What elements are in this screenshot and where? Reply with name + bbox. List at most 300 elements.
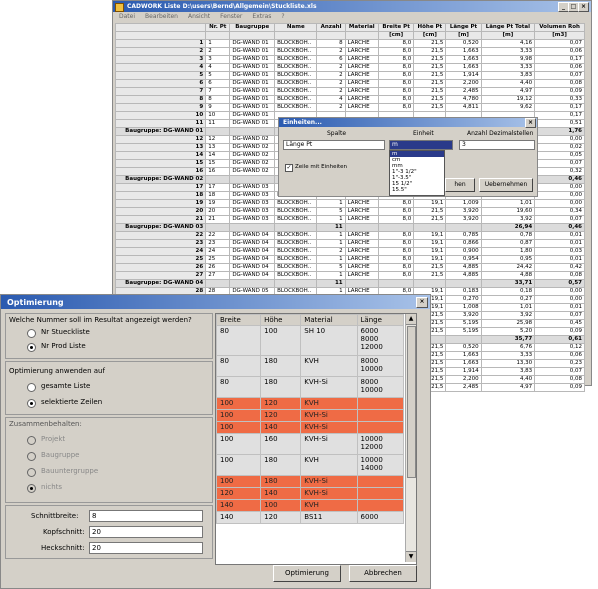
table-cell: 24,42 [481,264,535,272]
table-cell: 8 [206,96,230,104]
group-total-row[interactable] [116,280,585,288]
table-cell: LÄRCHE [345,216,378,224]
material-cell [357,500,403,512]
radio-selektierte-zeilen[interactable] [27,399,36,408]
table-cell: 21,5 [414,376,446,384]
material-header-row [217,315,404,326]
table-row[interactable] [116,248,585,256]
table-cell: 3,83 [481,368,535,376]
table-row[interactable] [116,200,585,208]
table-cell: 0,78 [481,232,535,240]
table-cell: DG-WAND 01 [230,120,275,128]
table-cell [206,280,230,288]
table-cell: 8,0 [379,208,414,216]
close-button[interactable]: × [578,2,589,12]
units-checkbox[interactable]: ✓ [286,164,292,171]
highlighted-material-row[interactable] [217,500,404,512]
table-cell [206,128,230,136]
table-cell: 5 [206,72,230,80]
column-header[interactable]: Material [345,24,378,32]
radio-nichts[interactable] [27,484,36,493]
table-cell: 1,914 [446,72,481,80]
table-cell: 0,03 [535,248,585,256]
table-cell: 3,92 [481,216,535,224]
table-cell: 26,94 [481,224,535,232]
scroll-down-icon[interactable]: ▼ [406,551,416,562]
table-cell: 1,914 [446,368,481,376]
table-cell: 10 [116,112,206,120]
table-cell: 0,00 [535,184,585,192]
table-cell: 19,1 [414,240,446,248]
table-cell: 19,1 [414,232,446,240]
material-cell: 100 [261,500,301,512]
unit-cell: [m] [446,32,481,40]
table-cell [230,128,275,136]
material-column-header[interactable]: Länge [357,315,403,326]
table-cell: 1,663 [446,56,481,64]
table-cell: LÄRCHE [345,80,378,88]
table-cell: 16 [206,168,230,176]
column-header[interactable]: Baugruppe [230,24,275,32]
material-cell: 140 [217,512,261,524]
table-cell: 1,663 [446,360,481,368]
table-cell: 8,0 [379,88,414,96]
number-question: Welche Nummer soll im Resultat angezeigt werden? [9,316,192,324]
radio-projekt[interactable] [27,436,36,445]
table-cell [414,280,446,288]
table-cell: Baugruppe: DG-WAND 04 [116,280,206,288]
table-cell: 21 [206,216,230,224]
table-cell: 19 [206,200,230,208]
table-cell: 21,5 [414,320,446,328]
table-cell: 9,62 [481,104,535,112]
table-cell: 20 [206,208,230,216]
unit-option[interactable]: mm [392,163,403,169]
material-cell: 120 [261,398,301,410]
table-cell: 4 [116,64,206,72]
table-cell: 0,08 [535,272,585,280]
table-cell: LÄRCHE [345,240,378,248]
material-cell: 80 [217,356,261,377]
table-cell: BLOCKBOH.. [275,72,317,80]
material-cell [357,422,403,434]
table-cell: 0,46 [535,176,585,184]
menu-help[interactable]: ? [281,13,285,20]
table-cell: 4,97 [481,384,535,392]
material-cell: 100 [217,422,261,434]
table-cell: 1 [317,216,345,224]
einheiten-titlebar [279,118,537,127]
table-cell: 25 [116,256,206,264]
units-checkbox-label: Zeile mit Einheiten [295,164,348,170]
material-cell: KVH [301,455,357,476]
table-row[interactable] [116,64,585,72]
table-cell: 0,00 [535,296,585,304]
table-cell: 17 [206,184,230,192]
table-row[interactable] [116,88,585,96]
table-cell: 21,5 [414,384,446,392]
table-cell [275,280,317,288]
table-cell: 1,009 [446,200,481,208]
table-row[interactable] [116,104,585,112]
unit-option[interactable]: 15 1/2" [392,181,413,187]
table-row[interactable] [116,72,585,80]
table-cell: DG-WAND 04 [230,232,275,240]
material-row[interactable] [217,326,404,356]
table-cell: 8,0 [379,288,414,296]
table-cell: Baugruppe: DG-WAND 02 [116,176,206,184]
table-cell: 21,5 [414,96,446,104]
table-cell: 3,83 [481,72,535,80]
table-cell: 11 [317,224,345,232]
highlighted-material-row[interactable] [217,488,404,500]
table-row[interactable] [116,40,585,48]
table-cell: 0,51 [535,120,585,128]
table-cell: 8 [317,40,345,48]
table-cell: 21,5 [414,360,446,368]
table-cell: 8,0 [379,64,414,72]
radio-nr-stueckliste-label: Nr Stueckliste [41,328,90,336]
unit-option[interactable]: 1"-3.5" [392,175,412,181]
table-cell: 4,885 [446,264,481,272]
table-cell: 4,780 [446,96,481,104]
table-cell: 0,18 [481,288,535,296]
einheiten-dialog [278,117,538,197]
table-cell: 1,663 [446,64,481,72]
table-cell: DG-WAND 01 [230,112,275,120]
material-table [216,314,404,524]
table-cell: 3,33 [481,352,535,360]
kopfschnitt-input[interactable]: 20 [89,526,203,538]
table-cell: 8,0 [379,104,414,112]
unit-cell [275,32,317,40]
column-header[interactable]: Länge Pt [446,24,481,32]
material-row[interactable] [217,455,404,476]
unit-option[interactable]: 15.5" [392,187,407,193]
abbrechen-button[interactable]: Abbrechen [349,565,417,582]
material-cell: 140 [261,422,301,434]
table-cell [379,280,414,288]
menu-ansicht[interactable]: Ansicht [187,13,211,20]
unit-option[interactable]: cm [392,157,401,163]
column-header[interactable] [116,24,206,32]
table-cell: DG-WAND 04 [230,240,275,248]
einheiten-close-button[interactable]: × [525,118,536,128]
table-row[interactable] [116,264,585,272]
table-cell: BLOCKBOH.. [275,264,317,272]
table-cell [446,280,481,288]
table-cell [275,224,317,232]
table-cell: Baugruppe: DG-WAND 01 [116,128,206,136]
table-cell: 17 [116,184,206,192]
einheit-dropdown-list[interactable] [389,150,445,196]
table-cell: 8,0 [379,80,414,88]
table-cell: LÄRCHE [345,288,378,296]
scroll-thumb[interactable] [407,326,416,478]
table-row[interactable] [116,256,585,264]
table-cell: 21 [116,216,206,224]
unit-cell [345,32,378,40]
table-cell: 0,45 [535,320,585,328]
table-cell: 18 [206,192,230,200]
table-cell: BLOCKBOH.. [275,248,317,256]
table-cell: BLOCKBOH.. [275,288,317,296]
table-cell: LÄRCHE [345,48,378,56]
column-header[interactable]: Breite Pt [379,24,414,32]
table-cell: 2 [317,248,345,256]
radio-nr-prod-liste[interactable] [27,343,36,352]
table-cell: 6 [206,80,230,88]
material-column-header[interactable]: Breite [217,315,261,326]
table-cell: 0,17 [535,104,585,112]
material-row[interactable] [217,356,404,377]
table-cell: 11 [116,120,206,128]
radio-gesamte-liste-label: gesamte Liste [41,382,91,390]
column-header[interactable]: Länge Pt Total [481,24,535,32]
table-cell: 0,27 [481,296,535,304]
highlighted-material-row[interactable] [217,410,404,422]
table-cell: 0,785 [446,232,481,240]
column-header[interactable]: Anzahl [317,24,345,32]
highlighted-material-row[interactable] [217,476,404,488]
table-cell: LÄRCHE [345,72,378,80]
table-cell: DG-WAND 04 [230,264,275,272]
table-cell: 12 [116,136,206,144]
column-header[interactable]: Nr. Pt [206,24,230,32]
keep-together-label: Zusammenbehalten: [9,420,82,428]
einheit-select[interactable]: m [389,140,453,150]
table-row[interactable] [116,80,585,88]
table-cell: BLOCKBOH.. [275,208,317,216]
table-cell: LÄRCHE [345,56,378,64]
spalte-header: Spalte [327,130,347,137]
table-cell: 6 [317,56,345,64]
table-cell: 0,42 [535,264,585,272]
table-cell: 7 [116,88,206,96]
optimierung-close-button[interactable]: × [416,297,428,308]
table-cell: 0,08 [535,376,585,384]
table-row[interactable] [116,48,585,56]
table-cell: DG-WAND 03 [230,200,275,208]
unit-option[interactable]: m [390,151,444,157]
table-cell: 0,46 [535,224,585,232]
material-cell: KVH [301,356,357,377]
table-cell: 21,5 [414,208,446,216]
table-cell: 13,30 [481,360,535,368]
material-column-header[interactable]: Höhe [261,315,301,326]
material-cell: 180 [261,377,301,398]
table-cell: 4 [206,64,230,72]
table-cell: 3,920 [446,208,481,216]
table-cell [206,176,230,184]
material-cell: 180 [261,356,301,377]
table-cell: 1 [317,288,345,296]
table-cell: DG-WAND 02 [230,136,275,144]
table-cell: 21,5 [414,64,446,72]
table-cell: DG-WAND 02 [230,160,275,168]
table-row[interactable] [116,96,585,104]
table-cell: 19,1 [414,288,446,296]
material-row[interactable] [217,377,404,398]
table-cell: 22 [116,232,206,240]
table-cell: 8,0 [379,264,414,272]
einheiten-apply-button[interactable]: Uebernehmen [479,178,533,192]
table-cell: 2,200 [446,80,481,88]
radio-gesamte-liste[interactable] [27,383,36,392]
table-cell: 3,920 [446,216,481,224]
material-cell: 6000 [357,512,403,524]
table-cell: 21,5 [414,264,446,272]
table-cell: 0,05 [535,152,585,160]
material-row[interactable] [217,434,404,455]
table-cell: 2,485 [446,88,481,96]
einheiten-title: Einheiten... [283,119,322,126]
radio-nr-stueckliste[interactable] [27,329,36,338]
material-cell [357,398,403,410]
table-cell: LÄRCHE [345,200,378,208]
table-cell: 11 [317,280,345,288]
table-cell: 4 [317,96,345,104]
column-header[interactable]: Höhe Pt [414,24,446,32]
minimize-button[interactable]: _ [558,2,569,12]
menu-bearbeiten[interactable]: Bearbeiten [145,13,178,20]
einheiten-ok-button[interactable]: hen [445,178,475,192]
table-row[interactable] [116,272,585,280]
table-cell: 7 [206,88,230,96]
table-cell: 8,0 [379,240,414,248]
menu-datei[interactable]: Datei [119,13,136,20]
menubar [113,12,591,21]
material-cell: KVH-Si [301,434,357,455]
material-cell: KVH-Si [301,410,357,422]
unit-cell: [m3] [535,32,585,40]
table-cell: 28 [206,288,230,296]
menu-extras[interactable]: Extras [252,13,272,20]
radio-baugruppe[interactable] [27,452,36,461]
table-cell: 22 [206,232,230,240]
table-cell: 0,57 [535,280,585,288]
optimierung-title: Optimierung [7,297,64,307]
table-cell: 1,663 [446,352,481,360]
highlighted-material-row[interactable] [217,422,404,434]
material-cell: 100 [261,326,301,356]
table-cell: 2 [206,48,230,56]
table-row[interactable] [116,208,585,216]
table-cell: BLOCKBOH.. [275,80,317,88]
group-total-row[interactable] [116,224,585,232]
material-cell: KVH-Si [301,476,357,488]
heckschnitt-label: Heckschnitt: [41,544,85,552]
table-row[interactable] [116,240,585,248]
menu-fenster[interactable]: Fenster [220,13,243,20]
spalte-select[interactable]: Länge Pt [283,140,385,150]
table-cell: 0,00 [535,288,585,296]
dezimal-input[interactable]: 3 [459,140,535,150]
table-cell: 2,485 [446,384,481,392]
table-cell: 8,0 [379,272,414,280]
table-cell: 0,02 [535,144,585,152]
table-cell: 21,5 [414,272,446,280]
radio-nr-prod-liste-label: Nr Prod Liste [41,342,86,350]
unit-cell [230,32,275,40]
table-cell: 0,900 [446,248,481,256]
table-cell: DG-WAND 02 [230,168,275,176]
table-cell: 23 [116,240,206,248]
table-cell: 8,0 [379,248,414,256]
table-cell: 1,76 [535,128,585,136]
heckschnitt-input[interactable]: 20 [89,542,203,554]
einheit-header: Einheit [413,130,434,137]
scroll-up-icon[interactable]: ▲ [406,314,416,325]
table-cell: LÄRCHE [345,64,378,72]
table-cell: 19,12 [481,96,535,104]
table-cell: 24 [116,248,206,256]
schnittbreite-input[interactable]: 8 [89,510,203,522]
table-cell: 18 [116,192,206,200]
table-cell: 0,07 [535,312,585,320]
table-cell: 0,01 [535,232,585,240]
table-cell: 21,5 [414,104,446,112]
table-cell: Baugruppe: DG-WAND 03 [116,224,206,232]
material-column-header[interactable]: Material [301,315,357,326]
table-cell: 13 [116,144,206,152]
table-cell: 3,33 [481,64,535,72]
table-cell: 5 [116,72,206,80]
table-row[interactable] [116,232,585,240]
keep-together-group [5,417,213,503]
table-cell: 8,0 [379,200,414,208]
table-cell: 24 [206,248,230,256]
table-cell [345,280,378,288]
column-header[interactable]: Name [275,24,317,32]
table-cell: 0,06 [535,64,585,72]
table-cell: 6,76 [481,344,535,352]
table-cell: 2,200 [446,376,481,384]
table-cell: 12 [206,136,230,144]
radio-projekt-label: Projekt [41,435,66,443]
schnittbreite-label: Schnittbreite: [31,512,79,520]
table-cell: 0,09 [535,88,585,96]
highlighted-material-row[interactable] [217,398,404,410]
table-cell: 0,17 [535,56,585,64]
table-cell: 5,20 [481,328,535,336]
table-row[interactable] [116,56,585,64]
radio-bauuntergruppe-label: Bauuntergruppe [41,467,99,475]
table-cell: DG-WAND 05 [230,288,275,296]
table-cell: LÄRCHE [345,264,378,272]
unit-option[interactable]: 1"-3 1/2" [392,169,417,175]
material-scrollbar[interactable] [405,314,416,562]
table-cell: 26 [116,264,206,272]
optimierung-button[interactable]: Optimierung [273,565,341,582]
table-cell: 11 [206,120,230,128]
maximize-button[interactable]: □ [568,2,579,12]
table-cell: 0,09 [535,328,585,336]
table-cell: 25,98 [481,320,535,328]
table-cell: 0,00 [535,200,585,208]
table-row[interactable] [116,216,585,224]
table-cell: LÄRCHE [345,248,378,256]
radio-bauuntergruppe[interactable] [27,468,36,477]
table-cell: 21,5 [414,368,446,376]
table-cell: 0,23 [535,360,585,368]
material-cell: 120 [261,512,301,524]
material-cell: SH 10 [301,326,357,356]
column-header[interactable]: Volumen Roh [535,24,585,32]
material-row[interactable] [217,512,404,524]
table-cell: DG-WAND 01 [230,80,275,88]
table-cell: 26 [206,264,230,272]
